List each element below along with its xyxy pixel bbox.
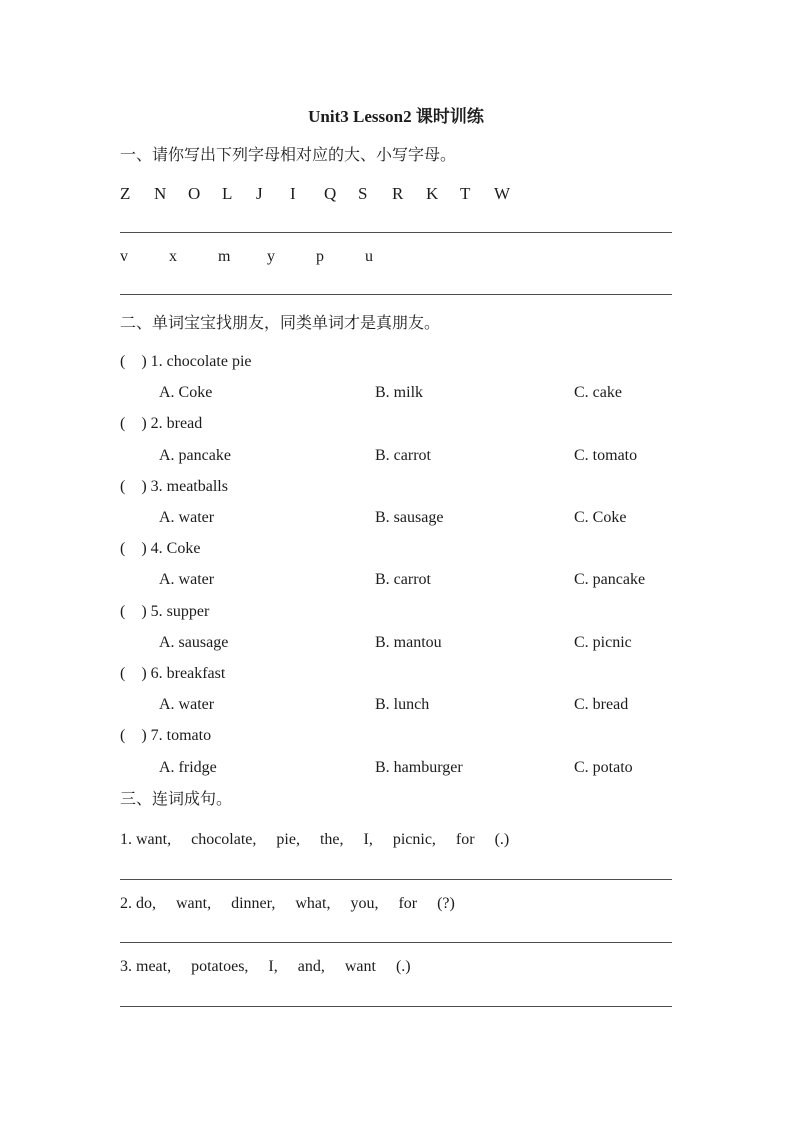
question-options xyxy=(120,689,672,720)
uppercase-letter: L xyxy=(222,184,233,203)
answer-blank-line xyxy=(120,942,672,943)
answer-blank-line xyxy=(120,294,672,295)
answer-blank-line xyxy=(120,879,672,880)
option-a: A. water xyxy=(159,696,215,714)
question-options xyxy=(120,502,672,533)
word-order-sentence: 3. meat, potatoes, I, and, want (.) xyxy=(120,957,411,975)
word-order-sentence: 1. want, chocolate, pie, the, I, picnic, for (.) xyxy=(120,830,510,848)
uppercase-letter: I xyxy=(290,184,296,203)
option-b: B. sausage xyxy=(375,509,444,527)
lowercase-letter: y xyxy=(267,248,275,265)
section3-heading: 三、连词成句。 xyxy=(120,790,233,808)
option-b: B. milk xyxy=(375,384,424,402)
lowercase-letter: p xyxy=(316,248,324,265)
option-c: C. bread xyxy=(574,696,629,714)
question-options xyxy=(120,752,672,783)
option-a: A. Coke xyxy=(159,384,213,402)
uppercase-letter: R xyxy=(392,184,404,203)
option-a: A. sausage xyxy=(159,633,229,651)
section2-heading: 二、单词宝宝找朋友，同类单词才是真朋友。 xyxy=(120,315,441,332)
option-c: C. tomato xyxy=(574,446,638,464)
option-c: C. cake xyxy=(574,384,622,402)
question-stem: ( ) 4. Coke xyxy=(120,540,201,558)
question-options xyxy=(120,377,672,408)
page-title: Unit3 Lesson2 课时训练 xyxy=(308,107,484,126)
option-a: A. water xyxy=(159,571,215,589)
option-c: C. Coke xyxy=(574,509,627,527)
question-stem: ( ) 7. tomato xyxy=(120,727,212,745)
uppercase-letter: Q xyxy=(324,184,337,203)
uppercase-letters-row xyxy=(120,181,672,207)
word-order-sentence: 2. do, want, dinner, what, you, for (?) xyxy=(120,894,455,912)
question-options xyxy=(120,627,672,658)
uppercase-letter: S xyxy=(358,184,368,203)
answer-blank-line xyxy=(120,1006,672,1007)
question-stem: ( ) 2. bread xyxy=(120,415,203,433)
lowercase-letter: v xyxy=(120,248,128,265)
option-b: B. carrot xyxy=(375,571,431,589)
option-b: B. carrot xyxy=(375,446,431,464)
uppercase-letter: K xyxy=(426,184,439,203)
uppercase-letter: O xyxy=(188,184,201,203)
uppercase-letter: Z xyxy=(120,184,131,203)
lowercase-letter: x xyxy=(169,248,177,265)
option-c: C. potato xyxy=(574,758,633,776)
option-b: B. hamburger xyxy=(375,758,463,776)
multiple-choice-list xyxy=(120,346,672,783)
question-stem: ( ) 3. meatballs xyxy=(120,477,228,495)
option-b: B. mantou xyxy=(375,633,442,651)
uppercase-letter: N xyxy=(154,184,167,203)
option-a: A. pancake xyxy=(159,446,231,464)
question-options xyxy=(120,564,672,595)
uppercase-letter: T xyxy=(460,184,471,203)
question-options xyxy=(120,440,672,471)
answer-blank-line xyxy=(120,232,672,233)
lowercase-letter: m xyxy=(218,248,231,265)
option-a: A. fridge xyxy=(159,758,217,776)
option-c: C. picnic xyxy=(574,633,632,651)
option-a: A. water xyxy=(159,509,215,527)
section1-heading: 一、请你写出下列字母相对应的大、小写字母。 xyxy=(120,147,457,164)
option-c: C. pancake xyxy=(574,571,646,589)
lowercase-letter: u xyxy=(365,248,373,265)
question-stem: ( ) 6. breakfast xyxy=(120,665,226,683)
lowercase-letters-row xyxy=(120,244,672,270)
uppercase-letter: J xyxy=(256,184,263,203)
option-b: B. lunch xyxy=(375,696,430,714)
question-stem: ( ) 1. chocolate pie xyxy=(120,353,252,370)
uppercase-letter: W xyxy=(494,184,511,203)
question-stem: ( ) 5. supper xyxy=(120,602,210,620)
